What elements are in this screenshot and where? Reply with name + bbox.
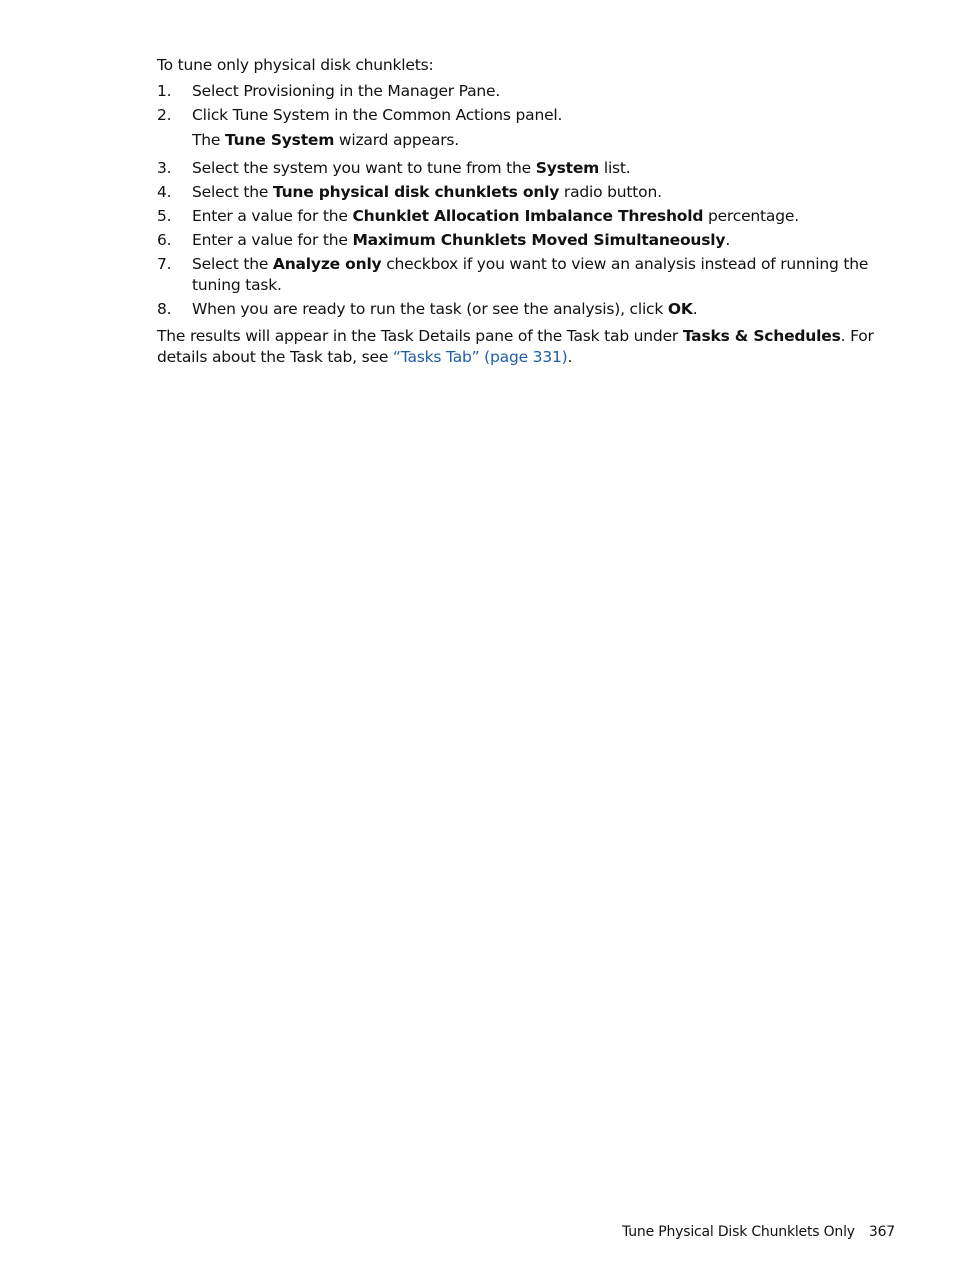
step-number: 6. bbox=[157, 231, 172, 249]
ui-term: Tune physical disk chunklets only bbox=[272, 183, 560, 201]
step-text: Select Provisioning in the Manager Pane. bbox=[192, 82, 501, 100]
step-2 bbox=[157, 105, 899, 126]
step-7: 7. Select the Analyze only checkbox if you want to view an analysis instead of running the tuning task. bbox=[157, 255, 869, 294]
step-3: 3. Select the system you want to tune from the System list. bbox=[157, 159, 631, 177]
page-footer bbox=[622, 1222, 895, 1242]
step-6: 6. Enter a value for the Maximum Chunklets Moved Simultaneously. bbox=[157, 231, 731, 249]
step-2-note: The Tune System wizard appears. bbox=[192, 131, 459, 149]
step-8: 8. When you are ready to run the task (or see the analysis), click OK. bbox=[157, 300, 698, 318]
step-number: 3. bbox=[157, 159, 172, 177]
closing-paragraph: The results will appear in the Task Details pane of the Task tab under Tasks & Schedules. For details about the Task tab, see “Tasks Tab” (page 331). bbox=[157, 327, 874, 366]
tasks-tab-link[interactable]: “Tasks Tab” (page 331) bbox=[392, 348, 568, 366]
step-number: 7. bbox=[157, 255, 172, 273]
ui-term: Maximum Chunklets Moved Simultaneously bbox=[352, 231, 726, 249]
ui-term: Analyze only bbox=[272, 255, 382, 273]
step-number: 8. bbox=[157, 300, 172, 318]
step-number: 1. bbox=[157, 82, 172, 100]
step-4: 4. Select the Tune physical disk chunklets only radio button. bbox=[157, 183, 662, 201]
intro-text: To tune only physical disk chunklets: bbox=[157, 56, 434, 74]
step-number: 4. bbox=[157, 183, 172, 201]
step-5: 5. Enter a value for the Chunklet Allocation Imbalance Threshold percentage. bbox=[157, 207, 799, 225]
page-number: 367 bbox=[868, 1224, 895, 1240]
steps-list bbox=[157, 81, 899, 320]
step-number: 5. bbox=[157, 207, 172, 225]
ui-term: Tune System bbox=[224, 131, 335, 149]
document-body bbox=[157, 55, 899, 368]
ui-term: Tasks & Schedules bbox=[682, 327, 841, 345]
ui-term: OK bbox=[667, 300, 693, 318]
step-text: Click Tune System in the Common Actions panel. bbox=[192, 106, 563, 124]
step-number: 2. bbox=[157, 106, 172, 124]
ui-term: Chunklet Allocation Imbalance Threshold bbox=[352, 207, 704, 225]
ui-term: System bbox=[535, 159, 600, 177]
footer-section-title: Tune Physical Disk Chunklets Only bbox=[622, 1224, 855, 1240]
step-1 bbox=[157, 81, 899, 102]
